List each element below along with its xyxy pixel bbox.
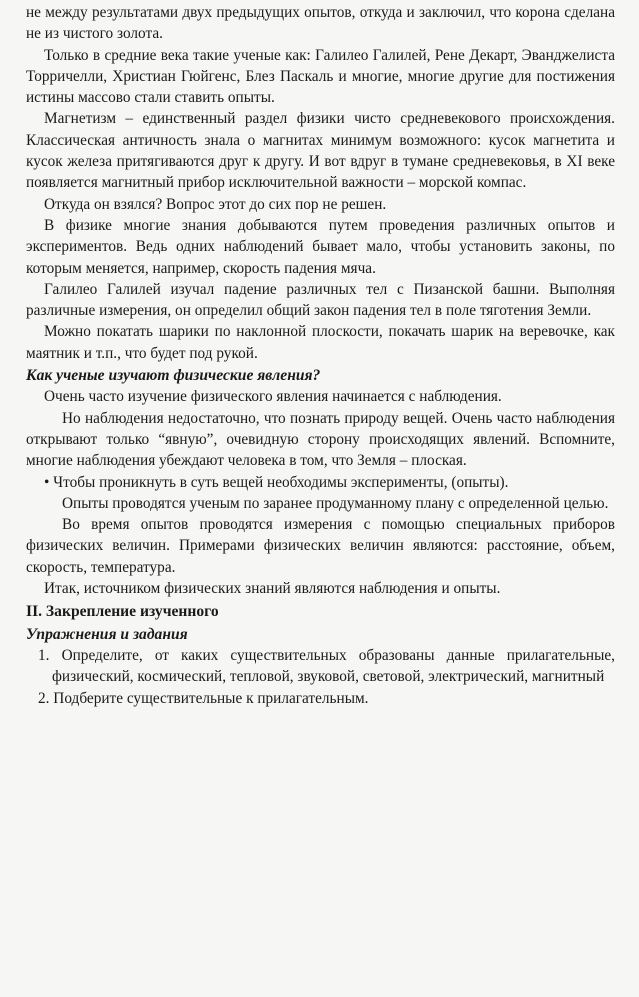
paragraph-experiments: В физике многие знания добываются путем проведения различных опытов и экспериментов. Ведь одних наблюдений бывает мало, чтобы установить законы, по которым меняется, например, скорость падения мяча.	[26, 216, 615, 277]
paragraph-medieval-scientists: Только в средние века такие ученые как: Галилео Галилей, Рене Декарт, Эванджелиста Торричелли, Христиан Гюйгенс, Блез Паскаль и многие, многие другие для постижения истины массово стали ставить опыты.	[26, 46, 615, 107]
section-heading: Как ученые изучают физические явления?	[26, 367, 321, 385]
paragraph-observation: Очень часто изучение физического явления начинается с наблюдения.	[44, 388, 502, 406]
paragraph-pendulum: Можно покатать шарики по наклонной плоскости, покачать шарик на веревочке, как маятник и т.п., что будет под рукой.	[26, 323, 615, 362]
paragraph-galileo: Галилео Галилей изучал падение различных тел с Пизанской башни. Выполняя различные измерения, он определил общий закон падения тел в поле тяготения Земли.	[26, 280, 615, 320]
paragraph-crown: не между результатами двух предыдущих опытов, откуда и заключил, что корона сделана не из чистого золота.	[26, 4, 615, 43]
paragraph-conclusion: Итак, источником физических знаний являются наблюдения и опыты.	[44, 580, 501, 598]
exercise-list	[26, 645, 615, 709]
paragraph-planned-experiments: Опыты проводятся ученым по заранее продуманному плану с определенной целью.	[62, 494, 609, 512]
paragraph-magnetism: Магнетизм – единственный раздел физики чисто средневекового происхождения. Классическая античность знала о магнитах минимум возможного: кусок магнетита и кусок железа притягиваются друг к другу. И вот вдруг в тумане средневековья, в XI веке появляется магнитный прибор исключительной важности – морской компас.	[26, 110, 615, 192]
part-heading: II. Закрепление изученного	[26, 603, 219, 621]
exercise-item: 2. Подберите существительные к прилагательным.	[38, 689, 369, 707]
exercises-heading: Упражнения и задания	[26, 625, 188, 643]
exercise-item: 1. Определите, от каких существительных образованы данные прилагательные, физический, космический, тепловой, звуковой, световой, электрический, магнитный	[38, 646, 615, 686]
bullet-experiments: • Чтобы проникнуть в суть вещей необходимы эксперименты, (опыты).	[44, 473, 509, 491]
paragraph-compass-origin: Откуда он взялся? Вопрос этот до сих пор не решен.	[44, 195, 387, 213]
paragraph-measurements: Во время опытов проводятся измерения с помощью специальных приборов физических величин. Примерами физических величин являются: расстояние, объем, скорость, температура.	[26, 516, 615, 576]
paragraph-observation-limits: Но наблюдения недостаточно, что познать природу вещей. Очень часто наблюдения открывают только “явную”, очевидную сторону происходящих явлений. Вспомните, многие наблюдения убеждают человека в том, что Земля – плоская.	[26, 409, 615, 470]
